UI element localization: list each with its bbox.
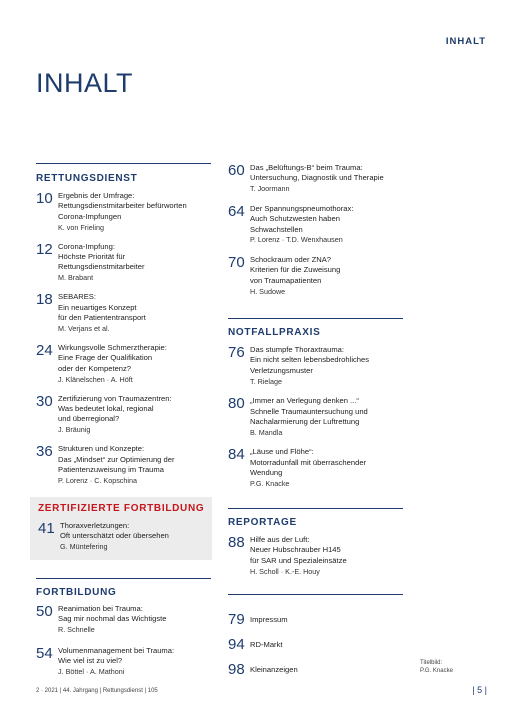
toc-entry-title-line: Schnelle Traumauntersuchung und bbox=[250, 406, 368, 416]
toc-entry-body bbox=[250, 447, 408, 489]
toc-entry[interactable] bbox=[228, 163, 408, 195]
toc-entry-title-line: Der Spannungspneumothorax: bbox=[250, 203, 354, 213]
misc-page-number: 94 bbox=[228, 636, 245, 653]
toc-entry-title-line: Ein neuartiges Konzept bbox=[58, 302, 137, 312]
toc-page-number: 36 bbox=[36, 443, 53, 461]
toc-entry-body bbox=[58, 394, 214, 436]
section-list-zertifizierte bbox=[38, 521, 212, 553]
toc-entry-title-line: SEBARES: bbox=[58, 292, 96, 302]
toc-entry-title-line: Das stumpfe Thoraxtrauma: bbox=[250, 345, 344, 354]
toc-entry-author: R. Schnelle bbox=[58, 625, 95, 635]
toc-page-number: 18 bbox=[36, 291, 53, 309]
toc-entry[interactable] bbox=[36, 444, 214, 486]
toc-entry-body bbox=[58, 646, 214, 678]
toc-entry-body bbox=[58, 191, 214, 233]
misc-label: Kleinanzeigen bbox=[250, 665, 298, 674]
toc-entry[interactable] bbox=[228, 204, 408, 246]
toc-entry-author: K. von Frieling bbox=[58, 222, 104, 232]
toc-entry[interactable] bbox=[36, 394, 214, 436]
toc-page-number: 80 bbox=[228, 395, 245, 413]
toc-entry[interactable] bbox=[36, 292, 214, 334]
toc-entry-author: H. Sudowe bbox=[250, 286, 286, 296]
toc-page-number: 41 bbox=[38, 520, 55, 537]
toc-entry-author: J. Klänelschen · A. Höft bbox=[58, 374, 133, 384]
toc-entry-title-line: Höchste Priorität für bbox=[58, 252, 126, 262]
misc-page-number: 98 bbox=[228, 661, 245, 678]
toc-entry-author: P. Lorenz · T.D. Wenxhausen bbox=[250, 235, 343, 245]
section-heading-fortbildung: FORTBILDUNG bbox=[36, 587, 117, 598]
toc-entry[interactable] bbox=[228, 535, 408, 577]
toc-entry-body bbox=[250, 163, 408, 195]
toc-entry-title-line: Nachalarmierung der Luftrettung bbox=[250, 416, 360, 426]
toc-entry-title-line: Neuer Hubschrauber H145 bbox=[250, 545, 341, 555]
toc-page-number: 54 bbox=[36, 644, 53, 662]
toc-entry-title-line: Kriterien für die Zuweisung bbox=[250, 265, 341, 275]
toc-entry-title-line: Sag mir nochmal das Wichtigste bbox=[58, 614, 167, 624]
toc-entry-body bbox=[250, 255, 408, 297]
misc-entry[interactable] bbox=[228, 662, 408, 677]
toc-entry-body bbox=[58, 604, 214, 636]
toc-entry-title-line: für den Patiententransport bbox=[58, 313, 146, 323]
misc-list bbox=[228, 612, 408, 687]
toc-entry-title-line: Strukturen und Konzepte: bbox=[58, 444, 145, 454]
toc-page-number: 12 bbox=[36, 240, 53, 258]
toc-entry-author: J. Bräunig bbox=[58, 425, 91, 435]
toc-entry-body bbox=[58, 292, 214, 334]
toc-page-number: 60 bbox=[228, 162, 245, 179]
footer-page-number: | 5 | bbox=[472, 685, 487, 695]
toc-entry-body bbox=[60, 521, 212, 553]
section-rule bbox=[228, 508, 403, 509]
toc-entry-title-line: „Immer an Verlegung denken ...“ bbox=[250, 396, 359, 406]
cover-credit-label: Titelbild: bbox=[420, 660, 443, 666]
toc-entry[interactable] bbox=[36, 604, 214, 636]
toc-entry-title-line: Volumenmanagement bei Trauma: bbox=[58, 645, 175, 655]
toc-entry-body bbox=[58, 444, 214, 486]
section-list-notfallpraxis bbox=[228, 345, 408, 498]
toc-entry-title-line: Wirkungsvolle Schmerztherapie: bbox=[58, 342, 167, 352]
toc-page-number: 88 bbox=[228, 534, 245, 551]
toc-page-number: 10 bbox=[36, 190, 53, 207]
footer-issue-info: 2 · 2021 | 44. Jahrgang | Rettungsdienst | 105 bbox=[36, 688, 158, 694]
toc-entry-title-line: Corona-Impfungen bbox=[58, 211, 122, 221]
toc-entry-title-line: Motorradunfall mit überraschender bbox=[250, 457, 367, 467]
toc-entry[interactable] bbox=[228, 396, 408, 438]
section-rule bbox=[36, 578, 211, 579]
toc-entry-body bbox=[250, 535, 408, 577]
toc-entry-title-line: Was bedeutet lokal, regional bbox=[58, 403, 154, 413]
toc-entry-title-line: Ergebnis der Umfrage: bbox=[58, 191, 135, 200]
toc-entry-title-line: oder der Kompetenz? bbox=[58, 363, 132, 373]
toc-entry-title-line: Rettungsdienstmitarbeiter bbox=[58, 262, 145, 272]
toc-page-number: 64 bbox=[228, 202, 245, 220]
toc-page-number: 24 bbox=[36, 341, 53, 359]
toc-entry[interactable] bbox=[36, 191, 214, 233]
toc-entry-title-line: Auch Schutzwesten haben bbox=[250, 214, 340, 224]
section-heading-notfallpraxis: NOTFALLPRAXIS bbox=[228, 327, 321, 338]
toc-page-number: 30 bbox=[36, 392, 53, 410]
page-title: INHALT bbox=[36, 68, 134, 98]
toc-entry-title-line: Verletzungsmuster bbox=[250, 365, 313, 375]
toc-entry[interactable] bbox=[228, 255, 408, 297]
toc-entry-title-line: für SAR und Spezialeinsätze bbox=[250, 555, 347, 565]
toc-entry-title-line: Schockraum oder ZNA? bbox=[250, 254, 332, 264]
misc-page-number: 79 bbox=[228, 611, 245, 628]
toc-entry-title-line: Hilfe aus der Luft: bbox=[250, 535, 310, 544]
toc-entry-title-line: Oft unterschätzt oder übersehen bbox=[60, 531, 169, 541]
toc-page-number: 50 bbox=[36, 603, 53, 620]
section-list-rettungsdienst bbox=[36, 191, 214, 495]
section-list-reportage bbox=[228, 535, 408, 577]
toc-entry-author: M. Verjans et al. bbox=[58, 323, 110, 333]
toc-entry[interactable] bbox=[36, 242, 214, 284]
toc-entry-title-line: „Läuse und Flöhe“: bbox=[250, 447, 314, 457]
toc-entry-author: M. Brabant bbox=[58, 273, 94, 283]
section-rule bbox=[36, 163, 211, 164]
toc-entry-title-line: Schwachstellen bbox=[250, 224, 303, 234]
toc-entry-title-line: Zertifizierung von Traumazentren: bbox=[58, 393, 172, 403]
toc-entry-title-line: von Traumapatienten bbox=[250, 275, 322, 285]
toc-entry[interactable] bbox=[36, 343, 214, 385]
cover-credit bbox=[420, 660, 453, 675]
toc-entry-title-line: Patientenzuweisung im Trauma bbox=[58, 464, 164, 474]
toc-entry-title-line: Ein nicht selten lebensbedrohliches bbox=[250, 355, 370, 365]
toc-entry[interactable] bbox=[36, 646, 214, 678]
section-rule bbox=[228, 318, 403, 319]
toc-entry-body bbox=[58, 343, 214, 385]
toc-entry-title-line: Das „Mindset“ zur Optimierung der bbox=[58, 454, 175, 464]
section-rule bbox=[228, 594, 403, 595]
toc-entry-title-line: Corona-Impfung: bbox=[58, 241, 115, 251]
toc-entry-body bbox=[250, 396, 408, 438]
toc-entry-title-line: Untersuchung, Diagnostik und Therapie bbox=[250, 173, 384, 183]
section-heading-reportage: REPORTAGE bbox=[228, 517, 297, 528]
toc-entry-author: P. Lorenz · C. Kopschina bbox=[58, 475, 137, 485]
toc-entry[interactable] bbox=[228, 447, 408, 489]
toc-entry-author: B. Mandla bbox=[250, 427, 283, 437]
toc-entry[interactable] bbox=[38, 521, 212, 553]
toc-entry-author: G. Müntefering bbox=[60, 542, 108, 552]
toc-entry-author: J. Böttel · A. Mathoni bbox=[58, 667, 125, 677]
misc-label: Impressum bbox=[250, 615, 288, 624]
section-heading-rettungsdienst: RETTUNGSDIENST bbox=[36, 173, 138, 184]
toc-page-number: 70 bbox=[228, 253, 245, 271]
section-heading-zertifizierte-fortbildung: ZERTIFIZIERTE FORTBILDUNG bbox=[38, 503, 205, 514]
toc-page-number: 84 bbox=[228, 446, 245, 464]
toc-entry-title-line: Das „Belüftungs-B“ beim Trauma: bbox=[250, 163, 363, 172]
toc-entry-title-line: Thoraxverletzungen: bbox=[60, 521, 130, 530]
misc-label: RD-Markt bbox=[250, 640, 283, 649]
section-list-right-top bbox=[228, 163, 408, 306]
misc-entry[interactable] bbox=[228, 612, 408, 627]
toc-entry[interactable] bbox=[228, 345, 408, 387]
toc-entry-body bbox=[250, 345, 408, 387]
misc-entry[interactable] bbox=[228, 637, 408, 652]
toc-entry-title-line: Eine Frage der Qualifikation bbox=[58, 353, 153, 363]
toc-page-number: 76 bbox=[228, 344, 245, 361]
toc-entry-author: P.G. Knacke bbox=[250, 478, 290, 488]
toc-entry-author: H. Scholl · K.-E. Houy bbox=[250, 566, 320, 576]
toc-entry-title-line: Reanimation bei Trauma: bbox=[58, 604, 143, 613]
section-list-fortbildung bbox=[36, 604, 214, 687]
toc-entry-body bbox=[58, 242, 214, 284]
toc-entry-title-line: Wendung bbox=[250, 468, 283, 478]
cover-credit-name: P.G. Knacke bbox=[420, 667, 453, 674]
toc-entry-body bbox=[250, 204, 408, 246]
toc-entry-title-line: und überregional? bbox=[58, 414, 120, 424]
toc-entry-author: T. Rielage bbox=[250, 376, 282, 386]
toc-entry-title-line: Wie viel ist zu viel? bbox=[58, 656, 123, 666]
toc-entry-author: T. Joormann bbox=[250, 184, 290, 194]
running-header: INHALT bbox=[445, 36, 486, 47]
toc-entry-title-line: Rettungsdienstmitarbeiter befürworten bbox=[58, 201, 187, 211]
